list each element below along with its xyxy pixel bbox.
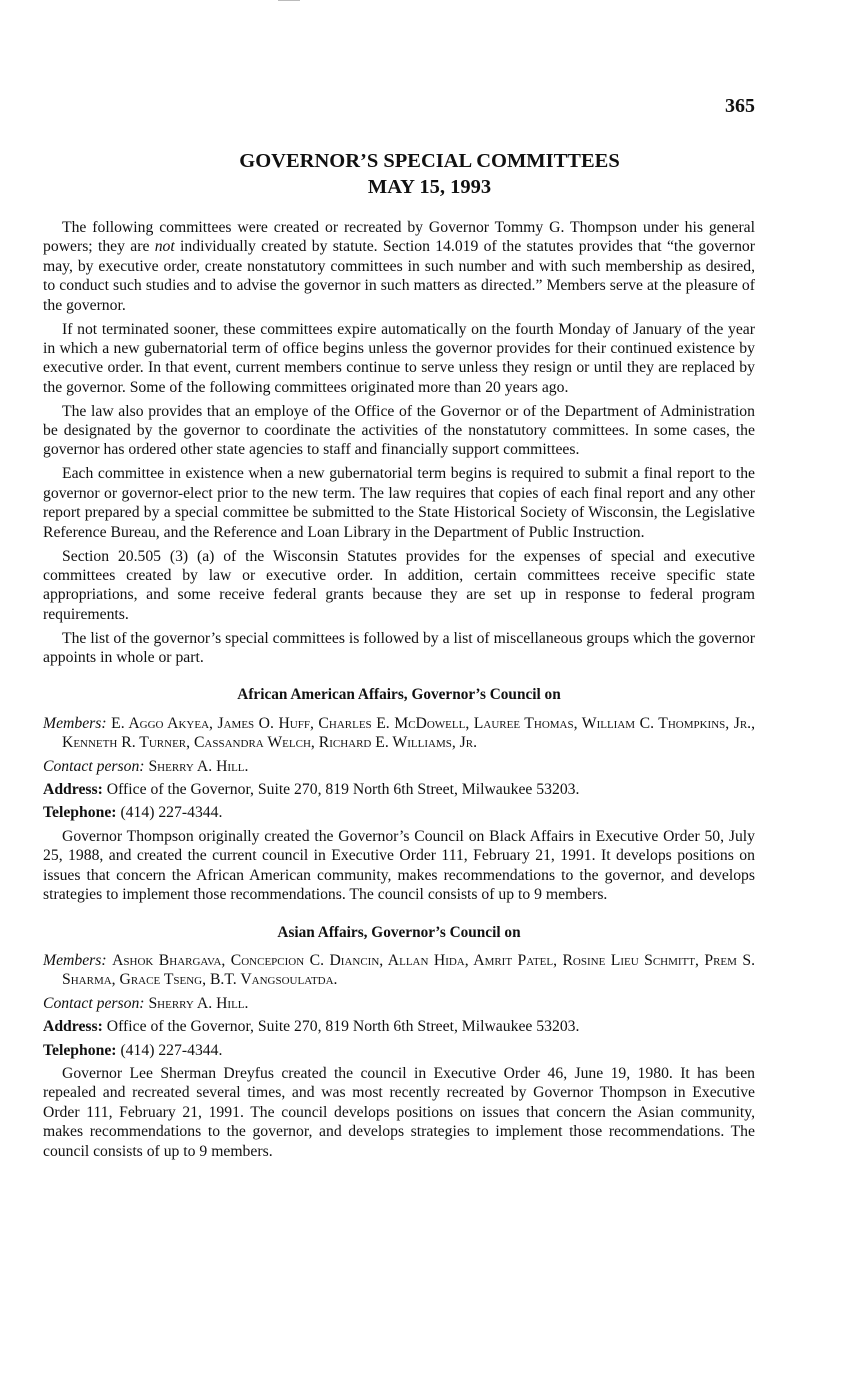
committee-telephone [43, 1041, 755, 1060]
page-number: 365 [725, 95, 755, 117]
members-names: E. Aggo Akyea, James O. Huff, Charles E. McDowell, Lauree Thomas, William C. Thompkins, Jr., Kenneth R. Turner, Cassandra Welch, Richard E. Williams, Jr. [62, 714, 756, 752]
intro-paragraph-5: Section 20.505 (3) (a) of the Wisconsin Statutes provides for the expenses of special and executive committees created by law or executive order. In addition, certain committees receive specific state appropriations, and some receive federal grants because they are set up in response to federal program requirements. [43, 547, 755, 623]
telephone-value: (414) 227-4344. [120, 804, 223, 822]
address-value: Office of the Governor, Suite 270, 819 North 6th Street, Milwaukee 53203. [106, 781, 580, 799]
title-line-1: GOVERNOR’S SPECIAL COMMITTEES [239, 150, 620, 172]
committee-telephone [43, 803, 755, 822]
contact-name: Sherry A. Hill. [148, 757, 249, 775]
telephone-label: Telephone: [43, 1041, 117, 1059]
committee-description: Governor Thompson originally created the Governor’s Council on Black Affairs in Executive Order 50, July 25, 1988, and created the current council in Executive Order 111, February 21, 1991. It develops positions on issues that concern the African American community, makes recommendations to the governor, and develops strategies to implement those recommendations. The council consists of up to 9 members. [43, 827, 755, 904]
intro-text: The following committees were created or recreated by Governor Tommy G. Thompson under his general powers; they are [43, 219, 755, 256]
address-label: Address: [43, 1018, 103, 1036]
committee-address [43, 780, 755, 799]
telephone-label: Telephone: [43, 804, 117, 822]
intro-text: individually created by statute. Section 14.019 of the statutes provides that “the governor may, by executive order, create nonstatutory committees in such number and with such membership as desired, to conduct such studies and to advise the governor in such matters as directed.” Members serve at the pleasure of the governor. [43, 238, 755, 314]
committee-members [43, 714, 755, 753]
address-value: Office of the Governor, Suite 270, 819 North 6th Street, Milwaukee 53203. [106, 1018, 580, 1036]
committee-section-asian-affairs [43, 923, 755, 1161]
committee-members [43, 951, 755, 990]
committee-contact [43, 757, 755, 776]
telephone-value: (414) 227-4344. [120, 1041, 223, 1059]
title-line-2: MAY 15, 1993 [367, 176, 492, 198]
contact-name: Sherry A. Hill. [148, 994, 249, 1012]
committee-heading: Asian Affairs, Governor’s Council on [277, 923, 521, 941]
intro-paragraph-6: The list of the governor’s special committees is followed by a list of miscellaneous groups which the governor appoints in whole or part. [43, 629, 755, 667]
intro-paragraph-3: The law also provides that an employe of the Office of the Governor or of the Department of Administration be designated by the governor to coordinate the activities of the nonstatutory committees. In some cases, the governor has ordered other state agencies to staff and financially support committees. [43, 402, 755, 459]
intro-paragraph-2: If not terminated sooner, these committees expire automatically on the fourth Monday of January of the year in which a new gubernatorial term of office begins unless the governor provides for their continued existence by executive order. In that event, current members continue to serve unless they resign or until they are replaced by the governor. Some of the following committees originated more than 20 years ago. [43, 320, 755, 396]
top-rule [278, 0, 300, 1]
address-label: Address: [43, 781, 103, 799]
intro-paragraph-4: Each committee in existence when a new gubernatorial term begins is required to submit a final report to the governor or governor-elect prior to the new term. The law requires that copies of each final report and any other report prepared by a special committee be submitted to the State Historical Society of Wisconsin, the Legislative Reference Bureau, and the Reference and Loan Library in the Department of Public Instruction. [43, 465, 755, 541]
committee-address [43, 1017, 755, 1036]
members-names: Ashok Bhargava, Concepcion C. Diancin, Allan Hida, Amrit Patel, Rosine Lieu Schmitt, Prem S. Sharma, Grace Tseng, B.T. Vangsoulatda. [62, 951, 756, 989]
intro-paragraph-1 [43, 218, 755, 315]
committee-section-african-american-affairs [43, 685, 755, 904]
contact-label: Contact person: [43, 757, 145, 775]
document-title [0, 148, 859, 200]
committee-description: Governor Lee Sherman Dreyfus created the council in Executive Order 46, June 19, 1980. It has been repealed and recreated several times, and was most recently recreated by Governor Thompson in Executive Order 111, February 21, 1991. The council develops positions on issues that concern the Asian community, makes recommendations to the governor, and develops strategies to implement those recommendations. The council consists of up to 9 members. [43, 1064, 755, 1160]
members-label: Members: [43, 951, 107, 969]
committee-contact [43, 994, 755, 1013]
committee-heading: African American Affairs, Governor’s Council on [237, 686, 561, 704]
contact-label: Contact person: [43, 994, 145, 1012]
document-body [43, 218, 755, 1165]
emphasis-text: not [154, 238, 175, 256]
members-label: Members: [43, 714, 107, 732]
